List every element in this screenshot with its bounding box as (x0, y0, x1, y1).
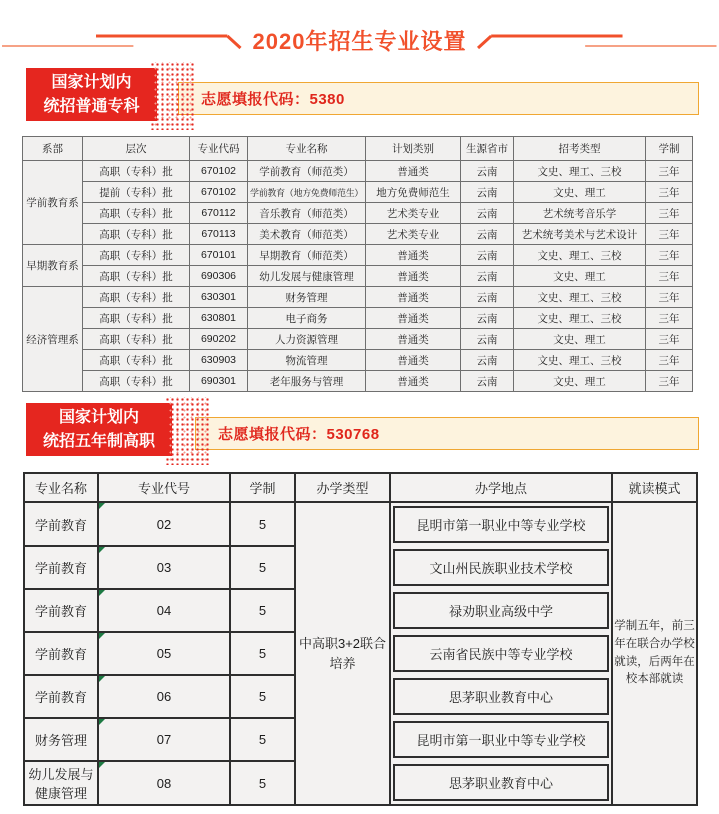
table-cell: 三年 (646, 266, 693, 287)
table-cell: 三年 (646, 287, 693, 308)
table-cell: 普通类 (366, 287, 461, 308)
table-cell: 高职（专科）批 (83, 245, 190, 266)
location-box: 思茅职业教育中心 (393, 764, 609, 801)
table-cell: 高职（专科）批 (83, 161, 190, 182)
table-cell: 三年 (646, 308, 693, 329)
major-code-cell (98, 502, 230, 546)
table-cell: 三年 (646, 182, 693, 203)
column-header: 层次 (83, 137, 190, 161)
location-cell (390, 632, 612, 675)
excel-flag-triangle (99, 590, 105, 596)
location-cell (390, 718, 612, 761)
table-cell: 三年 (646, 203, 693, 224)
table-cell: 690306 (190, 266, 248, 287)
badge-line-2: 统招普通专科 (43, 97, 140, 115)
major-code-cell (98, 632, 230, 675)
table-cell: 文史、理工 (514, 371, 646, 392)
table-cell: 普通类 (366, 245, 461, 266)
excel-flag-triangle (99, 633, 105, 639)
department-cell: 学前教育系 (23, 161, 83, 245)
table-cell: 云南 (461, 266, 514, 287)
table-row (23, 371, 693, 392)
location-cell (390, 589, 612, 632)
location-cell (390, 546, 612, 589)
five-year-majors-table (23, 472, 698, 806)
table-cell: 文史、理工、三校 (514, 308, 646, 329)
column-header: 就读模式 (612, 473, 697, 502)
location-box: 云南省民族中等专业学校 (393, 635, 609, 672)
table-row (23, 350, 693, 371)
column-header: 办学类型 (295, 473, 390, 502)
table-row (24, 502, 697, 546)
column-header: 系部 (23, 137, 83, 161)
table-cell: 艺术统考美术与艺术设计 (514, 224, 646, 245)
table-cell: 三年 (646, 350, 693, 371)
location-box: 文山州民族职业技术学校 (393, 549, 609, 586)
table-cell: 普通类 (366, 308, 461, 329)
table-cell: 文史、理工、三校 (514, 287, 646, 308)
table-cell: 音乐教育（师范类） (248, 203, 366, 224)
table-row (23, 224, 693, 245)
badge-line-2: 统招五年制高职 (42, 432, 155, 450)
table-cell: 美术教育（师范类） (248, 224, 366, 245)
major-code-cell (98, 546, 230, 589)
duration-cell: 5 (230, 589, 295, 632)
table-cell: 文史、理工 (514, 329, 646, 350)
table-cell: 云南 (461, 287, 514, 308)
table-row (23, 245, 693, 266)
plan-badge-five-year (26, 403, 172, 456)
table-cell: 财务管理 (248, 287, 366, 308)
title-decoration-right (476, 27, 719, 53)
table-body (23, 161, 693, 392)
location-cell (390, 761, 612, 805)
study-mode-merged-cell: 学制五年，前三年在联合办学校就读，后两年在校本部就读 (612, 502, 697, 805)
table-cell: 三年 (646, 329, 693, 350)
major-code-value: 02 (156, 516, 172, 532)
page-title: 2020年招生专业设置 (252, 28, 467, 54)
location-cell (390, 675, 612, 718)
table-cell: 文史、理工 (514, 182, 646, 203)
excel-flag-triangle (99, 719, 105, 725)
column-header: 计划类别 (366, 137, 461, 161)
table-cell: 学前教育（地方免费师范生） (248, 182, 366, 203)
header-row (23, 137, 693, 161)
duration-cell: 5 (230, 718, 295, 761)
location-box: 禄劝职业高级中学 (393, 592, 609, 629)
table-cell: 高职（专科）批 (83, 287, 190, 308)
table-cell: 630903 (190, 350, 248, 371)
header-row (24, 473, 697, 502)
table-cell: 云南 (461, 350, 514, 371)
application-code-label: 志愿填报代码：5380 (201, 91, 345, 108)
duration-cell: 5 (230, 502, 295, 546)
table-cell: 云南 (461, 203, 514, 224)
major-code-cell (98, 761, 230, 805)
table-row (23, 161, 693, 182)
table-cell: 670102 (190, 161, 248, 182)
table-cell: 630301 (190, 287, 248, 308)
location-box: 昆明市第一职业中等专业学校 (393, 506, 609, 543)
column-header: 学制 (230, 473, 295, 502)
table-cell: 艺术类专业 (366, 203, 461, 224)
major-name-cell: 幼儿发展与健康管理 (24, 761, 98, 805)
department-cell: 经济管理系 (23, 287, 83, 392)
table-cell: 三年 (646, 224, 693, 245)
table-cell: 普通类 (366, 329, 461, 350)
table-cell: 云南 (461, 371, 514, 392)
major-name-cell: 学前教育 (24, 589, 98, 632)
application-code-label: 志愿填报代码：530768 (218, 426, 380, 443)
column-header: 招考类型 (514, 137, 646, 161)
table-head (24, 473, 697, 502)
table-row (23, 329, 693, 350)
table-cell: 普通类 (366, 266, 461, 287)
column-header: 专业代号 (98, 473, 230, 502)
table-cell: 早期教育（师范类） (248, 245, 366, 266)
department-cell: 早期教育系 (23, 245, 83, 287)
regular-college-banner (0, 68, 719, 121)
section-regular-college (0, 68, 719, 392)
table-cell: 670102 (190, 182, 248, 203)
major-code-cell (98, 675, 230, 718)
table-cell: 人力资源管理 (248, 329, 366, 350)
major-code-value: 05 (156, 646, 172, 661)
table-cell: 地方免费师范生 (366, 182, 461, 203)
halftone-dots-decoration (165, 397, 211, 465)
table-cell: 文史、理工、三校 (514, 161, 646, 182)
application-code-box-five-year (195, 417, 699, 450)
table-cell: 文史、理工、三校 (514, 350, 646, 371)
table-cell: 690301 (190, 371, 248, 392)
table-cell: 普通类 (366, 161, 461, 182)
table-cell: 高职（专科）批 (83, 266, 190, 287)
location-box: 昆明市第一职业中等专业学校 (393, 721, 609, 758)
duration-cell: 5 (230, 675, 295, 718)
table-row (23, 308, 693, 329)
major-code-value: 04 (156, 603, 172, 618)
major-name-cell: 财务管理 (24, 718, 98, 761)
column-header: 专业名称 (248, 137, 366, 161)
table-cell: 学前教育（师范类） (248, 161, 366, 182)
table-cell: 电子商务 (248, 308, 366, 329)
major-name-cell: 学前教育 (24, 502, 98, 546)
badge-line-1: 国家计划内 (58, 409, 139, 427)
table-cell: 高职（专科）批 (83, 371, 190, 392)
table-cell: 690202 (190, 329, 248, 350)
application-code-box-regular (178, 82, 699, 115)
table-cell: 文史、理工、三校 (514, 245, 646, 266)
table-cell: 幼儿发展与健康管理 (248, 266, 366, 287)
school-type-merged-cell: 中高职3+2联合培养 (295, 502, 390, 805)
table-row (23, 182, 693, 203)
table-cell: 普通类 (366, 371, 461, 392)
table-cell: 高职（专科）批 (83, 350, 190, 371)
table-cell: 670113 (190, 224, 248, 245)
excel-flag-triangle (99, 503, 105, 509)
major-code-cell (98, 589, 230, 632)
major-code-value: 06 (156, 689, 172, 704)
table-body (24, 502, 697, 805)
column-header: 专业代码 (190, 137, 248, 161)
page-header (0, 24, 719, 56)
excel-flag-triangle (99, 547, 105, 553)
table-head (23, 137, 693, 161)
table-cell: 云南 (461, 161, 514, 182)
section-five-year-vocational (0, 403, 719, 806)
table-cell: 三年 (646, 245, 693, 266)
table-row (23, 266, 693, 287)
excel-flag-triangle (99, 762, 105, 768)
major-name-cell: 学前教育 (24, 546, 98, 589)
major-code-value: 08 (156, 775, 172, 791)
excel-flag-triangle (99, 676, 105, 682)
table-cell: 物流管理 (248, 350, 366, 371)
table-cell: 云南 (461, 182, 514, 203)
table-cell: 云南 (461, 329, 514, 350)
table-cell: 630801 (190, 308, 248, 329)
column-header: 专业名称 (24, 473, 98, 502)
table-cell: 高职（专科）批 (83, 308, 190, 329)
halftone-dots-decoration (150, 62, 196, 130)
table-row (23, 203, 693, 224)
table-cell: 高职（专科）批 (83, 329, 190, 350)
table-cell: 云南 (461, 224, 514, 245)
table-cell: 老年服务与管理 (248, 371, 366, 392)
duration-cell: 5 (230, 761, 295, 805)
table-cell: 高职（专科）批 (83, 224, 190, 245)
table-cell: 云南 (461, 245, 514, 266)
major-code-value: 03 (156, 560, 172, 575)
table-cell: 普通类 (366, 350, 461, 371)
plan-badge-regular (26, 68, 157, 121)
major-name-cell: 学前教育 (24, 632, 98, 675)
table-cell: 三年 (646, 161, 693, 182)
table-cell: 云南 (461, 308, 514, 329)
table-cell: 三年 (646, 371, 693, 392)
table-cell: 高职（专科）批 (83, 203, 190, 224)
table-cell: 提前（专科）批 (83, 182, 190, 203)
location-cell (390, 502, 612, 546)
column-header: 学制 (646, 137, 693, 161)
table-cell: 艺术类专业 (366, 224, 461, 245)
badge-line-1: 国家计划内 (51, 74, 132, 92)
column-header: 办学地点 (390, 473, 612, 502)
duration-cell: 5 (230, 632, 295, 675)
location-box: 思茅职业教育中心 (393, 678, 609, 715)
major-name-cell: 学前教育 (24, 675, 98, 718)
title-decoration-left (0, 27, 243, 53)
five-year-banner (0, 403, 719, 456)
table-cell: 670112 (190, 203, 248, 224)
table-row (23, 287, 693, 308)
column-header: 生源省市 (461, 137, 514, 161)
table-cell: 670101 (190, 245, 248, 266)
table-cell: 艺术统考音乐学 (514, 203, 646, 224)
regular-majors-table (22, 136, 693, 392)
major-code-cell (98, 718, 230, 761)
major-code-value: 07 (156, 732, 172, 747)
duration-cell: 5 (230, 546, 295, 589)
table-cell: 文史、理工 (514, 266, 646, 287)
